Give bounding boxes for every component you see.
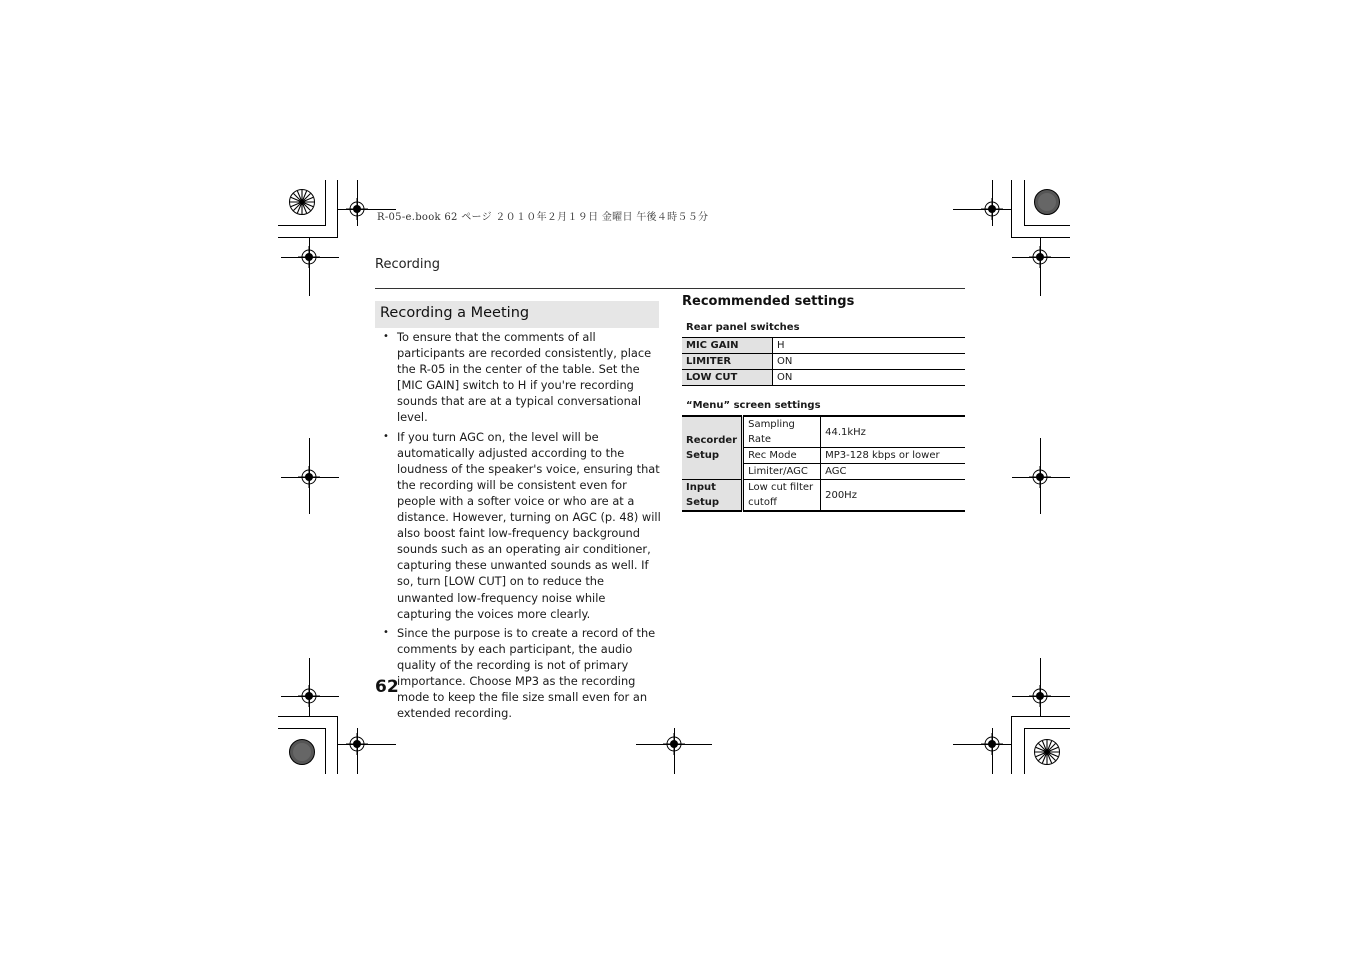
menu-item: Rec Mode <box>743 448 821 464</box>
registration-target-icon <box>1029 466 1051 488</box>
menu-settings-table <box>682 415 965 512</box>
menu-value: AGC <box>821 464 965 480</box>
table-row <box>682 480 965 512</box>
setting-value: ON <box>773 370 966 386</box>
page-number: 62 <box>375 677 399 697</box>
list-item <box>381 429 661 622</box>
setting-name: LIMITER <box>682 354 773 370</box>
menu-item: Limiter/AGC <box>743 464 821 480</box>
setting-name: LOW CUT <box>682 370 773 386</box>
setting-value: ON <box>773 354 966 370</box>
registration-target-icon <box>298 246 320 268</box>
bullet-icon: • <box>383 626 389 638</box>
menu-screen-caption: “Menu” screen settings <box>686 400 821 411</box>
setting-name: MIC GAIN <box>682 338 773 354</box>
bullet-list <box>381 329 661 724</box>
setting-value: H <box>773 338 966 354</box>
star-target-icon <box>289 189 315 215</box>
registration-target-icon <box>346 198 368 220</box>
rear-panel-table <box>682 337 965 386</box>
table-row <box>682 338 965 354</box>
list-item <box>381 625 661 722</box>
rear-panel-caption: Rear panel switches <box>686 322 800 333</box>
bullet-text: To ensure that the comments of all participants are recorded consistently, place the R-05 in the center of the table. Set the [MIC GAIN] switch to H if you're recording sounds that are at a typical conversational level. <box>397 330 652 425</box>
list-item <box>381 329 661 426</box>
bullet-text: If you turn AGC on, the level will be automatically adjusted according to the loudness of the speaker's voice, ensuring that the recording will be consistent even for people with a softer voice or who are at a distance. However, turning on AGC (p. 48) will also boost faint low-frequency background sounds such as an operating air conditioner, capturing these unwanted sounds as well. If so, turn [LOW CUT] on to reduce the unwanted low-frequency noise while capturing the voices more clearly. <box>397 429 661 621</box>
menu-value: MP3-128 kbps or lower <box>821 448 965 464</box>
menu-value: 200Hz <box>825 489 857 501</box>
star-target-icon <box>1034 739 1060 765</box>
bullet-icon: • <box>383 430 389 442</box>
registration-target-icon <box>1029 246 1051 268</box>
bullet-icon: • <box>383 331 389 342</box>
registration-target-icon <box>298 466 320 488</box>
section-title: Recording a Meeting <box>380 305 530 321</box>
registration-target-icon <box>1029 685 1051 707</box>
registration-target-icon <box>981 733 1003 755</box>
menu-item: Low cut filter cutoff <box>743 480 821 512</box>
menu-value: 44.1kHz <box>821 416 965 448</box>
gray-patch-icon <box>1034 189 1060 215</box>
table-row <box>682 354 965 370</box>
table-row <box>682 370 965 386</box>
print-header: R-05-e.book 62 ページ ２０１０年２月１９日 金曜日 午後４時５５分 <box>377 212 709 223</box>
registration-target-icon <box>663 733 685 755</box>
group-label: Recorder Setup <box>682 416 743 480</box>
registration-target-icon <box>346 733 368 755</box>
bullet-text: Since the purpose is to create a record of the comments by each participant, the audio quality of the recording is not of primary importance. Choose MP3 as the recording mode to keep the file size small even for an extended recording. <box>397 625 656 721</box>
group-label: Input Setup <box>682 480 743 512</box>
menu-item: Sampling Rate <box>743 416 821 448</box>
registration-target-icon <box>981 198 1003 220</box>
table-row <box>682 416 965 448</box>
running-head: Recording <box>375 257 441 272</box>
gray-patch-icon <box>289 739 315 765</box>
registration-target-icon <box>298 685 320 707</box>
header-rule <box>375 288 965 289</box>
recommended-settings-title: Recommended settings <box>682 294 855 309</box>
